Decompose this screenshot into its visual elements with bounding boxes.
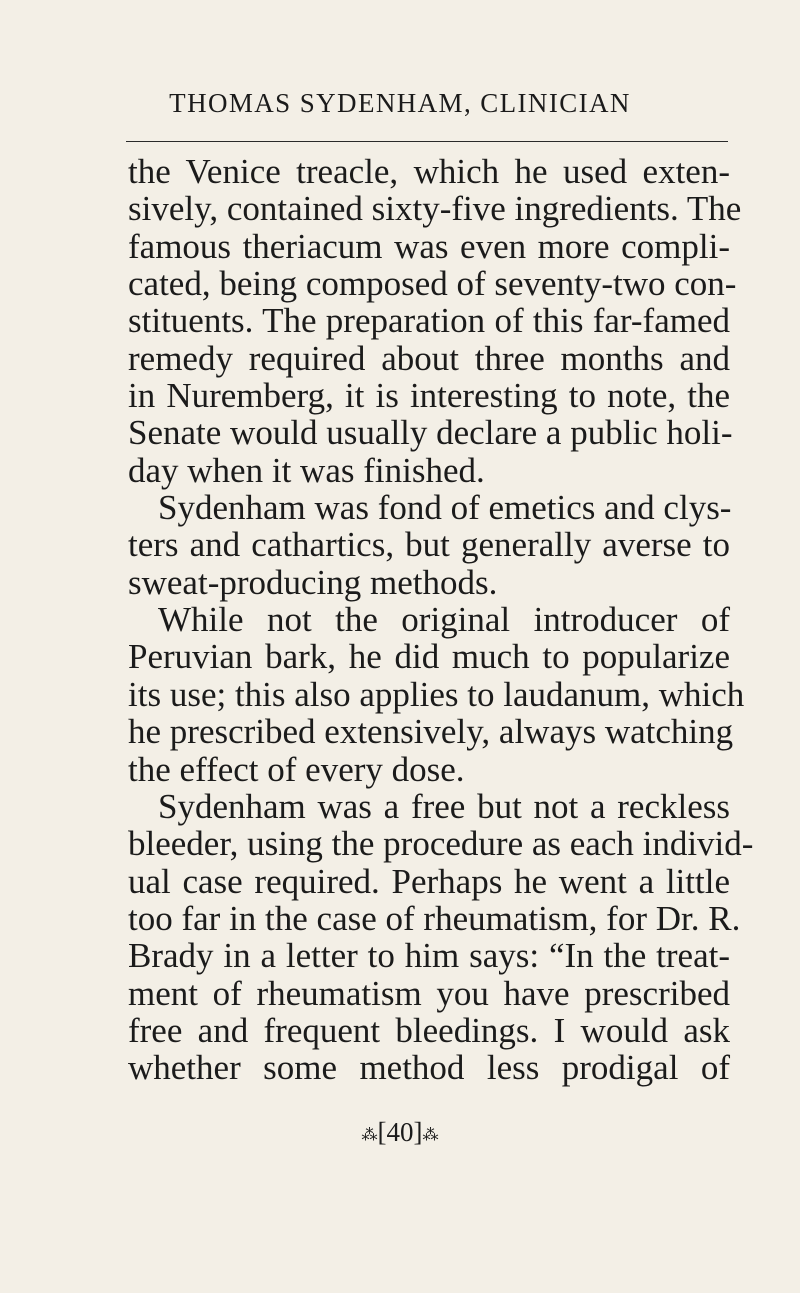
ornament-left-icon: ⁂ <box>361 1126 378 1144</box>
page-number <box>0 1117 800 1148</box>
text-line: free and frequent bleedings. I would ask <box>128 1010 730 1050</box>
text-line: Brady in a letter to him says: “In the treat- <box>128 936 730 976</box>
text-line: While not the original introducer of <box>158 600 730 640</box>
text-line: ment of rheumatism you have prescribed <box>128 973 730 1013</box>
text-line: Peruvian bark, he did much to popularize <box>128 637 730 677</box>
text-line: the Venice treacle, which he used exten- <box>128 152 730 191</box>
header-rule <box>126 141 728 142</box>
text-line: day when it was finished. <box>128 450 485 490</box>
body-text <box>128 152 754 1088</box>
text-line: he prescribed extensively, always watching <box>128 712 734 752</box>
text-line: Sydenham was fond of emetics and clys- <box>158 488 732 528</box>
text-line: remedy required about three months and <box>128 338 730 378</box>
text-line: sweat-producing methods. <box>128 562 498 602</box>
text-line: ters and cathartics, but generally averse to <box>128 525 730 565</box>
text-line: whether some method less prodigal of <box>128 1048 730 1088</box>
page-number-text: [40] <box>377 1117 423 1147</box>
running-head: THOMAS SYDENHAM, CLINICIAN <box>169 88 631 118</box>
text-line: bleeder, using the procedure as each individ- <box>128 824 754 864</box>
ornament-right-icon: ⁂ <box>422 1126 439 1144</box>
text-line: famous theriacum was even more compli- <box>128 226 730 266</box>
text-line: ual case required. Perhaps he went a little <box>128 861 730 901</box>
text-line: its use; this also applies to laudanum, which <box>128 674 745 714</box>
text-line: the effect of every dose. <box>128 749 465 789</box>
text-line: Senate would usually declare a public holi- <box>128 413 733 453</box>
text-line: too far in the case of rheumatism, for Dr. R. <box>128 898 741 938</box>
text-line: cated, being composed of seventy-two con- <box>128 264 737 304</box>
text-line: in Nuremberg, it is interesting to note, the <box>128 376 730 416</box>
text-line: sively, contained sixty-five ingredients. The <box>128 189 742 229</box>
text-line: Sydenham was a free but not a reckless <box>158 786 730 826</box>
text-line: stituents. The preparation of this far-famed <box>128 301 730 341</box>
